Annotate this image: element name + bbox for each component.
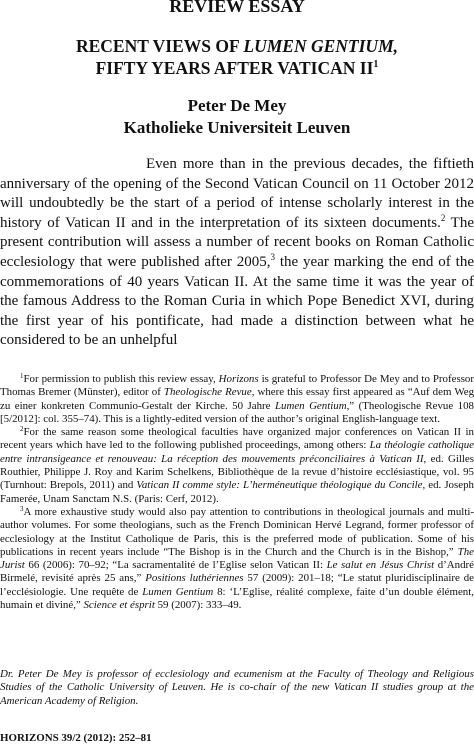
body-paragraph [0, 155, 474, 351]
footnotes [0, 373, 474, 612]
author-name: Peter De Mey [187, 96, 287, 115]
footnote-3-text-b: 66 (2006): 70–92; “La sacramentalité de l’Eglise selon Vatican II: [24, 559, 327, 572]
body-text [0, 155, 474, 351]
footnote-3-text-d: 57 (2009): 201–18; “Le statut pluridisciplinaire de l’ecclésiologie. Une requête de [0, 572, 474, 598]
footnote-1-italic-b: Theologische Revue [163, 386, 252, 399]
footnote-2-text-c: , ed. Joseph Famerée, Unam Sanctam N.S. (Paris: Cerf, 2012). [0, 479, 474, 505]
footnote-3-text-e: 8: ‘L’Eglise, réalité complexe, faite d’un double élément, humain et diviné,” [0, 585, 474, 612]
author-bio-text: Dr. Peter De Mey is professor of ecclesiology and ecumenism at the Faculty of Theology and Religious Studies of the Catholic University of Leuven. He is co-chair of the new Vatican II studies group at the American Academy of Religion. [0, 668, 474, 707]
footnote-3-text-c: d’André Birmelé, revisité après 25 ans,” [0, 559, 474, 585]
journal-citation-footer: HORIZONS 39/2 (2012): 252–81 [0, 732, 152, 744]
byline [0, 95, 474, 139]
body-sentence-1: Even more than in the previous decades, the fiftieth anniversary of the opening of the Second Vatican Council on 11 October 2012 will undoubtedly be the start of a period of intense scholarly interest in the history of Vatican II and in the interpretation of its sixteen documents. [0, 156, 474, 231]
footnote-3-text-f: 59 (2007): 333–49. [154, 599, 242, 612]
footnote-ref-2[interactable]: 2 [440, 212, 446, 223]
footnote-1-number: 1 [20, 372, 24, 380]
footnote-1-italic-a: Horizons [218, 373, 259, 385]
footnote-1-text-b: is grateful to Professor De Mey and to Professor Thomas Bremer (Münster), editor of [0, 373, 474, 399]
body-sentence-2a: The present contribution will assess a number of recent books on Roman Catholic ecclesiology that were published after 2005, [0, 214, 474, 270]
footnote-3-italic-e: Science et ésprit [83, 599, 155, 612]
footnote-1-italic-c: Lumen Gentium [274, 399, 347, 412]
footnote-1-text-c: , where this essay first appeared as “Auf dem Weg zu einer konkreten Communio-Gestalt der Kirche. 50 Jahre [0, 386, 474, 412]
footnote-3 [0, 506, 474, 612]
title-line1-prefix: RECENT VIEWS OF [75, 36, 244, 56]
footnote-3-italic-a: The Jurist [0, 545, 474, 572]
footnote-3-italic-c: Positions luthériennes [145, 572, 244, 585]
footnote-2 [0, 426, 474, 506]
footnote-ref-3[interactable]: 3 [270, 251, 275, 262]
footnote-2-number: 2 [20, 425, 24, 434]
footnote-2-italic-b: Vatican II comme style: L’herméneutique théologique du Concile [136, 479, 423, 492]
footnote-1 [0, 373, 474, 426]
footnote-1-text-d: ,” (Theologische Revue 108 [5/2012]: col. 355–74). This is a lightly-edited version of the author’s original English-language text. [0, 399, 474, 425]
body-sentence-2b: the year marking the end of the commemorations of 40 years Vatican II. At the same time it was the year of the famous Address to the Roman Curia in which Pope Benedict XVI, during the first year of his pontificate, had made a distinction between what he considered to be an unhelpful [0, 253, 474, 349]
footnote-2-text-a: For the same reason some theological faculties have organized major conferences on Vatican II in recent years which have led to the following published proceedings, among others: [0, 426, 474, 452]
author-affiliation: Katholieke Universiteit Leuven [123, 118, 351, 137]
author-bio [0, 668, 474, 708]
footnote-3-number: 3 [20, 504, 24, 513]
title-footnote-ref[interactable]: 1 [373, 59, 379, 70]
footnote-1-text-a: For permission to publish this review essay, [23, 373, 219, 385]
title-line1-italic: LUMEN GENTIUM, [243, 36, 399, 56]
section-kicker: REVIEW ESSAY [169, 0, 305, 16]
footnote-3-text-a: A more exhaustive study would also pay attention to contributions in theological journals and multi-author volumes. For some theologians, such as the French Dominican Hervé Legrand, former professor of ecclesiology at the Institut Catholique de Paris, this is the preferred mode of publication. Some of his publications in recent years include “The Bishop is in the Church and the Church is in the Bishop,” [0, 505, 474, 558]
footnote-3-italic-b: Le salut en Jésus Christ [326, 559, 435, 572]
article-title [0, 35, 474, 79]
footnote-2-italic-a: La théologie catholique entre intransigeance et renouveau: La réception des mouvements préconciliaires à Vatican II [0, 439, 474, 465]
footnote-3-italic-d: Lumen Gentium [142, 585, 214, 598]
title-line2: FIFTY YEARS AFTER VATICAN II [95, 58, 374, 78]
footnote-2-text-b: , ed. Gilles Routhier, Philippe J. Roy and Karim Schelkens, Bibliothèque de la revue d’histoire ecclésiastique, vol. 95 (Turnhout: Brepols, 2011) and [0, 452, 474, 492]
